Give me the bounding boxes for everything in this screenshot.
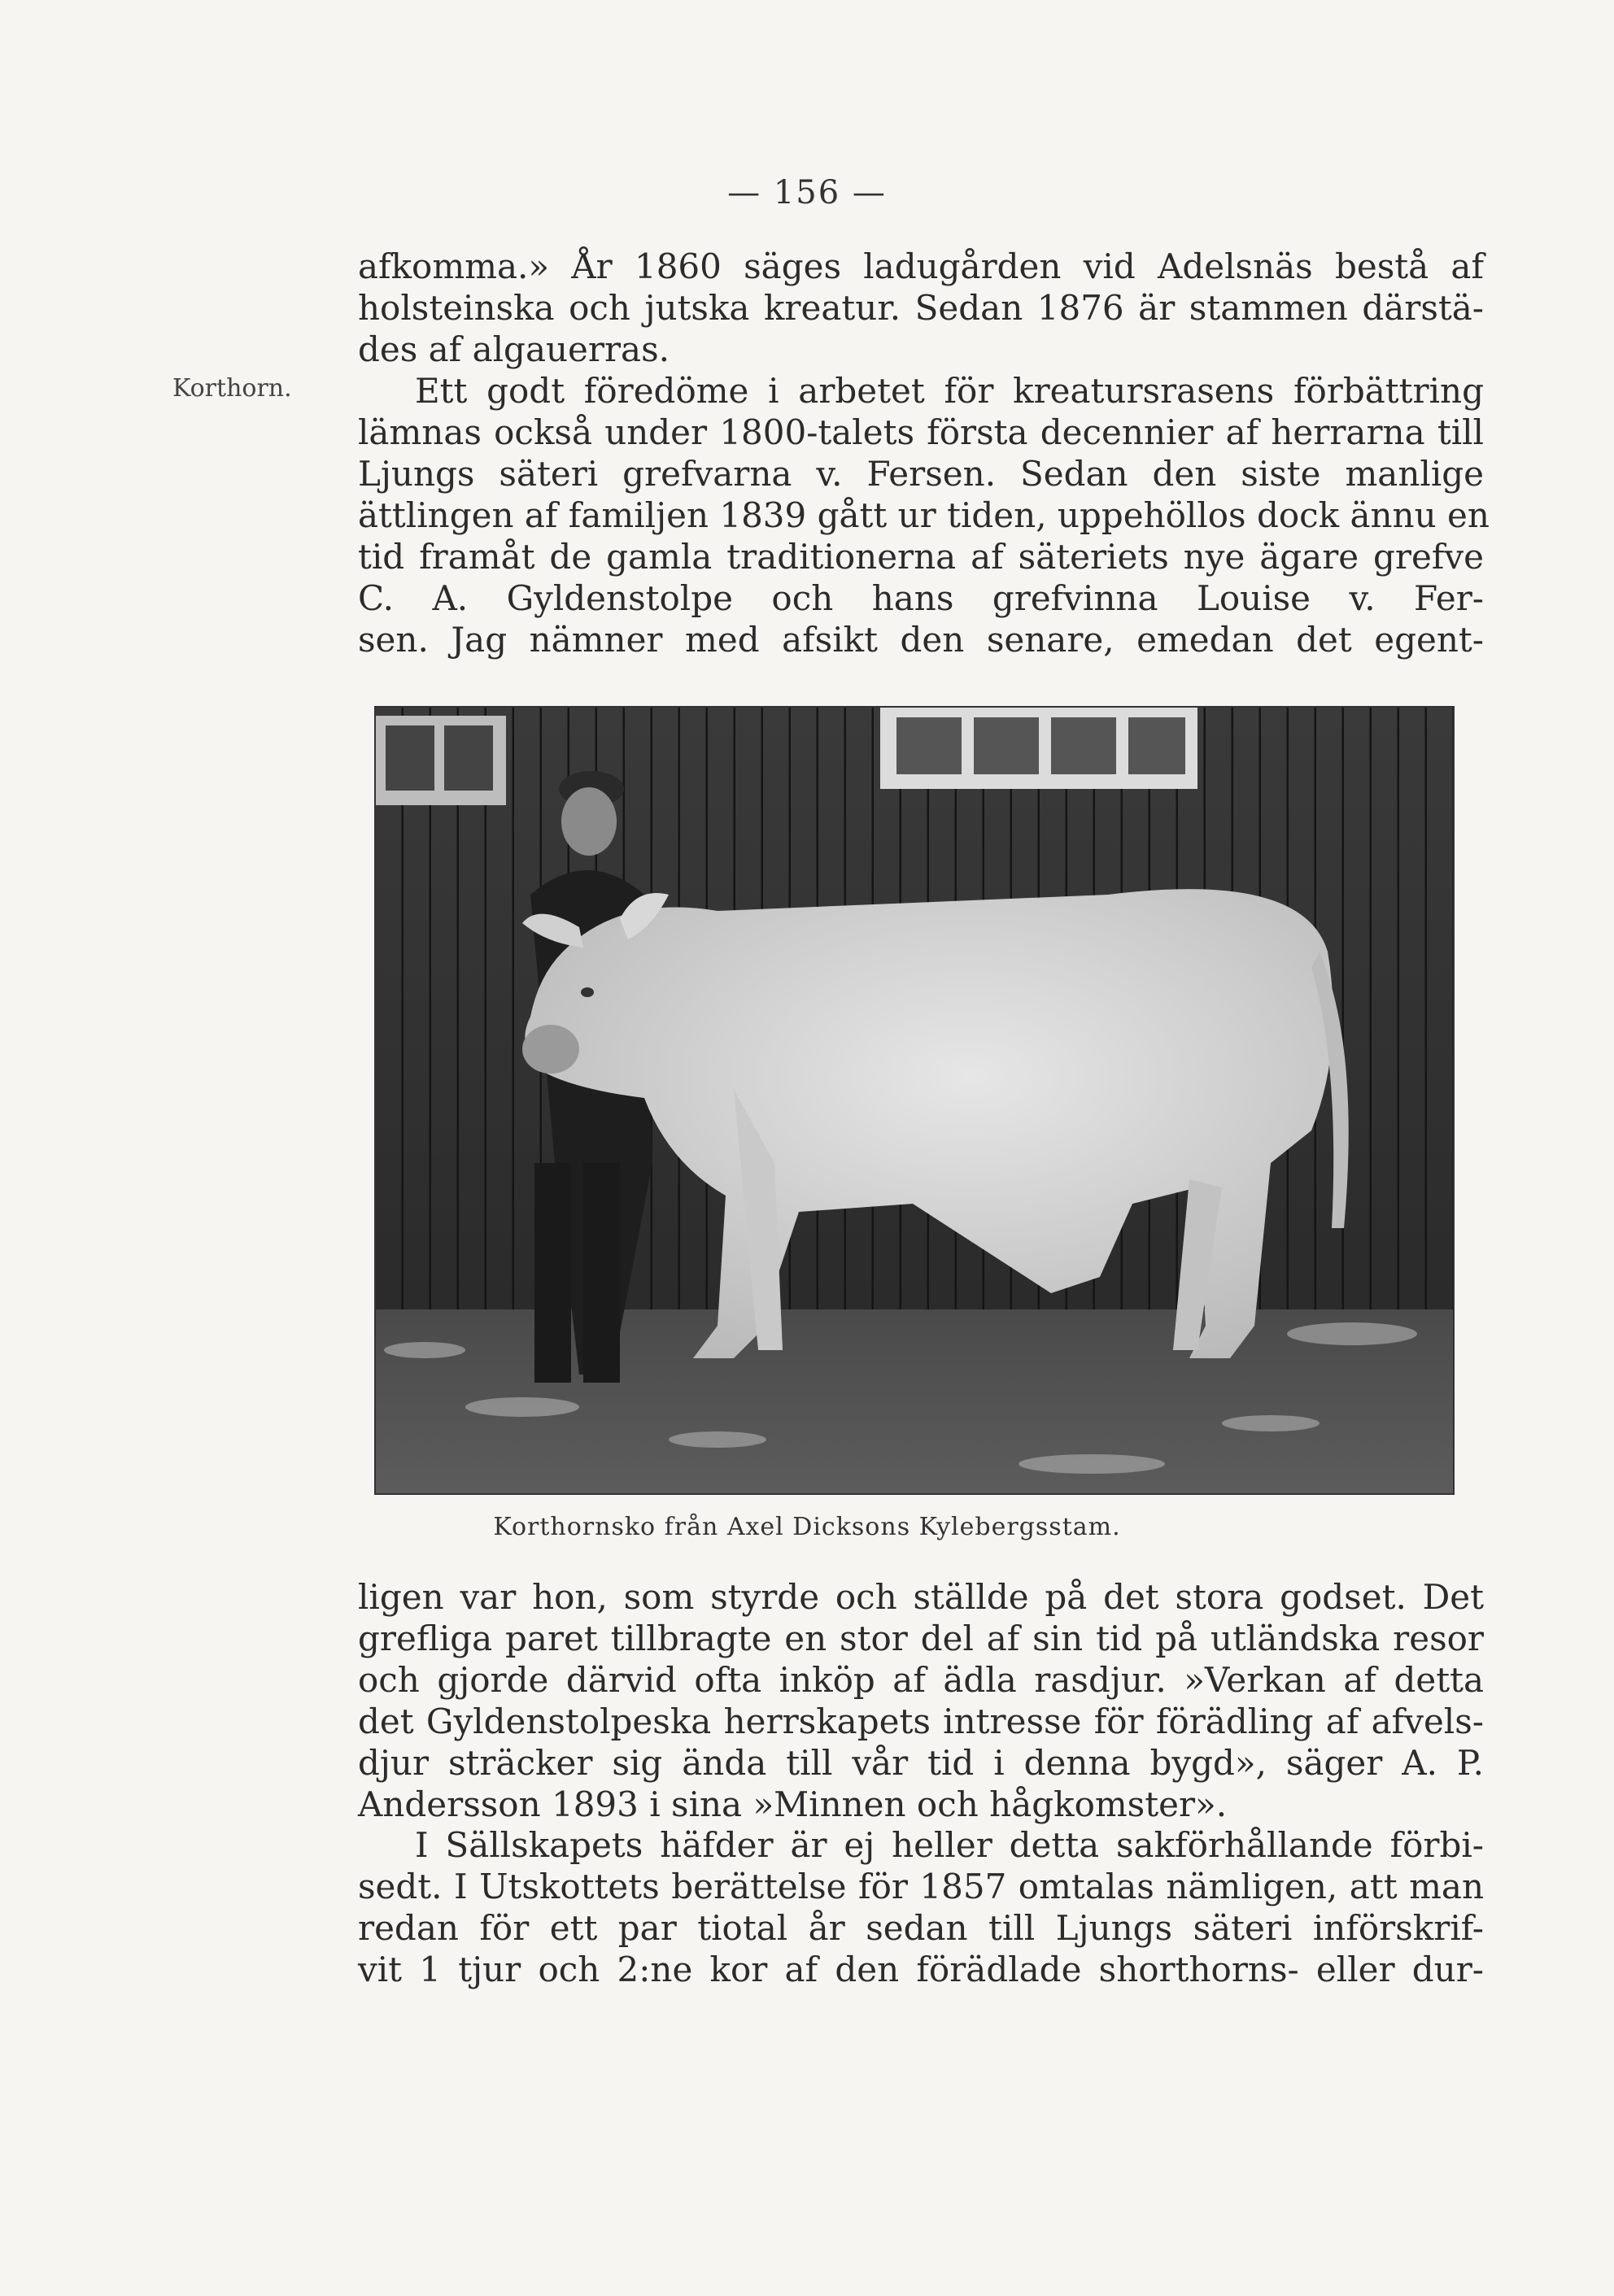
text-line: ättlingen af familjen 1839 gått ur tiden, uppehöllos dock ännu en [358,495,1490,535]
text-line: C. A. Gyldenstolpe och hans grefvinna Louise v. Fer- [358,578,1484,618]
text-line: djur sträcker sig ända till vår tid i denna bygd», säger A. P. [358,1743,1484,1783]
small-window [376,716,506,805]
text-line: des af algauerras. [358,329,670,369]
text-line: Andersson 1893 i sina »Minnen och hågkomster». [358,1784,1228,1824]
text-block-middle [358,1576,1484,1825]
text-line: holsteinska och jutska kreatur. Sedan 1876 är stammen därstä- [358,288,1484,328]
text-line: och gjorde därvid ofta inköp af ädla rasdjur. »Verkan af detta [358,1660,1484,1700]
text-line: det Gyldenstolpeska herrskapets intresse för förädling af afvels- [358,1701,1484,1741]
cow-photograph [374,706,1455,1495]
text-line: sedt. I Utskottets berättelse för 1857 omtalas nämligen, att man [358,1867,1484,1906]
text-line: tid framåt de gamla traditionerna af säteriets nye ägare grefve [358,537,1484,577]
cow-photo-illustration [376,708,1453,1493]
margin-note: Korthorn. [172,374,292,403]
text-line: I Sällskapets häfder är ej heller detta sakförhållande förbi- [415,1825,1484,1865]
text-line: lämnas också under 1800-talets första decennier af herrarna till [358,412,1484,452]
text-line: grefliga paret tillbragte en stor del af sin tid på utländska resor [358,1619,1484,1658]
barn-window [880,708,1197,789]
figure-caption: Korthornsko från Axel Dicksons Kylebergsstam. [493,1513,1121,1541]
text-line: vit 1 tjur och 2:ne kor af den förädlade shorthorns- eller dur- [358,1950,1484,1989]
text-line: ligen var hon, som styrde och ställde på det stora godset. Det [358,1577,1484,1617]
text-line: Ljungs säteri grefvarna v. Fersen. Sedan den siste manlige [358,454,1484,494]
text-line: redan för ett par tiotal år sedan till Ljungs säteri införskrif- [358,1908,1484,1948]
text-line: Ett godt föredöme i arbetet för kreatursrasens förbättring [415,371,1484,411]
text-line: sen. Jag nämner med afsikt den senare, emedan det egent- [358,620,1484,660]
text-block-bottom [358,1824,1484,1990]
text-block-top [358,246,1490,660]
page-number: — 156 — [727,174,887,211]
text-line: afkomma.» År 1860 säges ladugården vid Adelsnäs bestå af [358,246,1484,286]
